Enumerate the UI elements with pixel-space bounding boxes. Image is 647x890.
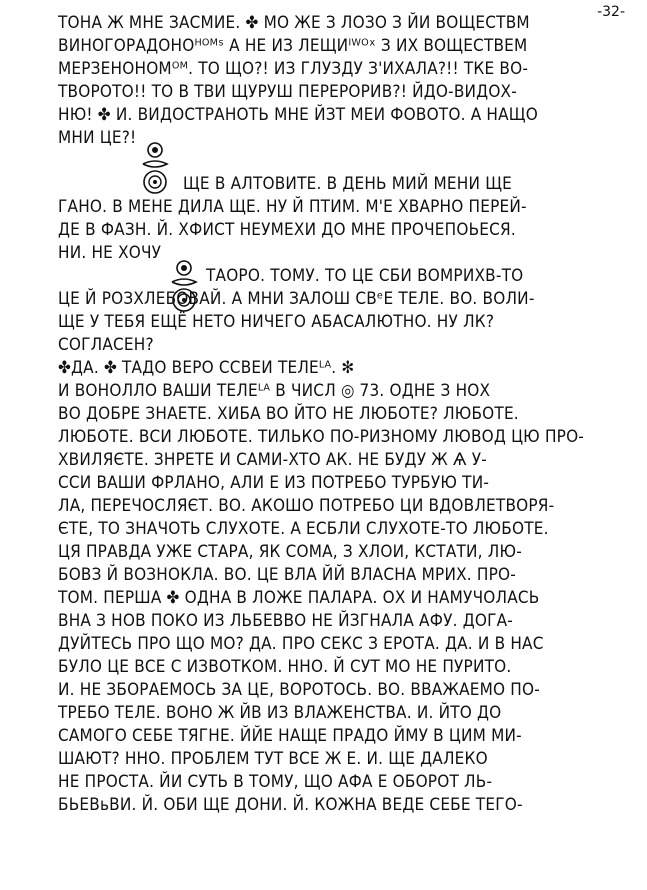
text-line: ЩЕ У ТЕБЯ ЕЩЁ НЕТО НИЧЕГО АБАСАЛЮТНО. НУ ЛК?	[58, 312, 495, 332]
page-number: -32-	[597, 4, 625, 20]
text-line: СОГЛАСЕН?	[58, 335, 154, 355]
text-line: ДЕ В ФАЗН. Й. ХФИСТ НЕУМЕХИ ДО МНЕ ПРОЧЕПОЬЕСЯ.	[58, 220, 516, 240]
text-line: ШАЮТ? ННО. ПРОБЛЕМ ТУТ ВСЕ Ж Е. И. ЩЕ ДАЛЕКО	[58, 749, 488, 769]
text-line: ССИ ВАШИ ФРЛАНО, АЛИ Е ИЗ ПОТРЕБО ТУРБУЮ ТИ-	[58, 473, 490, 493]
text-line: БОВЗ Й ВОЗНОКЛА. ВО. ЦЕ ВЛА ЙЙ ВЛАСНА МРИХ. ПРО-	[58, 565, 516, 585]
text-line: ТРЕБО ТЕЛЕ. ВОНО Ж ЙВ ИЗ ВЛАЖЕНСТВА. И. ЙТО ДО	[58, 703, 502, 723]
text-line: ЛЮБОТЕ. ВСИ ЛЮБОТЕ. ТИЛЬКО ПО-РИЗНОМУ ЛЮВОД ЦЮ ПРО-	[58, 427, 585, 447]
text-line: НЮ! ✤ И. ВИДОСТРАНОТЬ МНЕ ЙЗТ МЕИ ФОВОТО. А НАЩО	[58, 105, 538, 125]
text-line: ЄТЕ, ТО ЗНАЧОТЬ СЛУХОТЕ. А ЕСБЛИ СЛУХОТЕ-ТО ЛЮБОТЕ.	[58, 519, 549, 539]
text-line: ТВОРОТО!! ТО В ТВИ ЩУРУШ ПЕРЕРОРИВ?! ЙДО-ВИДОХ-	[58, 82, 517, 102]
text-line: БЬЕВьВИ. Й. ОБИ ЩЕ ДОНИ. Й. КОЖНА ВЕДЕ СЕБЕ ТЕГО-	[58, 795, 523, 815]
text-line: ХВИЛЯЄТЕ. ЗНРЕТЕ И САМИ-ХТО АК. НЕ БУДУ Ж Ѧ У-	[58, 450, 487, 470]
text-line: И. НЕ ЗБОРАЕМОСЬ ЗА ЦЕ, ВОРОТОСЬ. ВО. ВВАЖАЕМО ПО-	[58, 680, 540, 700]
text-line: ЦЕ Й РОЗХЛЕБОВАЙ. А МНИ ЗАЛОШ СВᵉЕ ТЕЛЕ. ВО. ВОЛИ-	[58, 289, 535, 309]
text-line: БУЛО ЦЕ ВСЕ С ИЗВОТКОМ. ННО. Й СУТ МО НЕ ПУРИТО.	[58, 657, 512, 677]
text-line: ЩЕ В АЛТОВИТЕ. В ДЕНЬ МИЙ МЕНИ ЩЕ	[183, 174, 512, 194]
text-line: ЦЯ ПРАВДА УЖЕ СТАРА, ЯК СОМА, З ХЛОИ, КСТАТИ, ЛЮ-	[58, 542, 522, 562]
text-line: МНИ ЦЕ?!	[58, 128, 137, 148]
text-line: И ВОНОЛЛО ВАШИ ТЕЛЕᴸᴬ В ЧИСЛ ◎ 73. ОДНЕ З НОХ	[58, 381, 491, 401]
text-line: ТОНА Ж МНЕ ЗАСМИЕ. ✤ МО ЖЕ З ЛОЗО З ЙИ ВОЩЕСТВМ	[58, 13, 530, 33]
text-line: ТАОРО. ТОМУ. ТО ЦЕ СБИ ВОМРИХВ-ТО	[206, 266, 524, 286]
text-line: ГАНО. В МЕНЕ ДИЛА ЩЕ. НУ Й ПТИМ. М'Е ХВАРНО ПЕРЕЙ-	[58, 197, 527, 217]
text-body	[58, 12, 623, 817]
text-line: ВИНОГОРАДОНОᴴᴼᴹˢ А НЕ ИЗ ЛЕЩИᴵᵂᴼˣ З ИХ ВОЩЕСТВЕМ	[58, 36, 528, 56]
text-line: НИ. НЕ ХОЧУ	[58, 243, 162, 263]
text-line: ДУЙТЕСЬ ПРО ЩО МО? ДА. ПРО СЕКС З ЕРОТА. ДА. И В НАС	[58, 634, 544, 654]
text-line: МЕРЗЕНОНОМᴼᴹ. ТО ЩО?! ИЗ ГЛУЗДУ З'ИХАЛА?!! ТКЕ ВО-	[58, 59, 529, 79]
text-line: ВНА З НОВ ПОКО ИЗ ЛЬБЕВВО НЕ ЙЗГНАЛА АФУ. ДОГА-	[58, 611, 514, 631]
text-line: НЕ ПРОСТА. ЙИ СУТЬ В ТОМУ, ЩО АФА Е ОБОРОТ ЛЬ-	[58, 772, 493, 792]
text-line: ✤ДА. ✤ ТАДО ВЕРО ССВЕИ ТЕЛЕᴸᴬ. ✻	[58, 358, 355, 378]
text-line: ТОМ. ПЕРША ✤ ОДНА В ЛОЖЕ ПАЛАРА. ОХ И НАМУЧОЛАСЬ	[58, 588, 540, 608]
text-line: ВО ДОБРЕ ЗНАЕТЕ. ХИБА ВО ЙТО НЕ ЛЮБОТЕ? ЛЮБОТЕ.	[58, 404, 519, 424]
text-line: САМОГО СЕБЕ ТЯГНЕ. ЙЙЕ НАЩЕ ПРАДО ЙМУ В ЦИМ МИ-	[58, 726, 522, 746]
text-line: ЛА, ПЕРЕЧОСЛЯЄТ. ВО. АКОШО ПОТРЕБО ЦИ ВДОВЛЕТВОРЯ-	[58, 496, 555, 516]
